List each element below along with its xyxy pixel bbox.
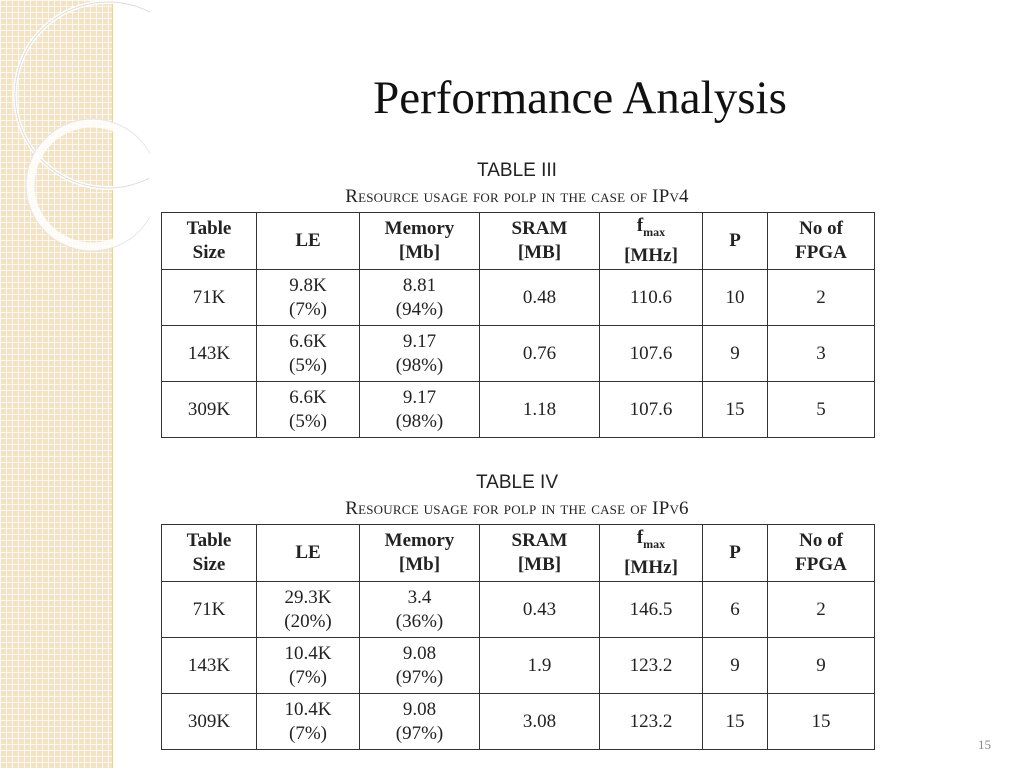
- cell-fmax: 110.6: [600, 270, 703, 326]
- table3-header-size: Table Size: [162, 213, 257, 270]
- cell-fmax: 107.6: [600, 382, 703, 438]
- table4-header-p: P: [703, 525, 768, 582]
- table4-header-size: Table Size: [162, 525, 257, 582]
- table3-header-fpga: No of FPGA: [768, 213, 875, 270]
- cell-size: 143K: [162, 638, 257, 694]
- cell-sram: 1.18: [480, 382, 600, 438]
- cell-size: 71K: [162, 270, 257, 326]
- cell-fmax: 123.2: [600, 638, 703, 694]
- cell-fpga: 5: [768, 382, 875, 438]
- table-row: [162, 582, 875, 638]
- cell-memory: 3.4 (36%): [360, 582, 480, 638]
- cell-p: 9: [703, 638, 768, 694]
- table3-header-row: [162, 213, 875, 270]
- cell-size: 71K: [162, 582, 257, 638]
- table4-caption-number: TABLE IV: [475, 472, 558, 493]
- cell-memory: 9.08 (97%): [360, 638, 480, 694]
- cell-le: 6.6K (5%): [257, 326, 360, 382]
- table4: [161, 524, 875, 750]
- cell-sram: 0.48: [480, 270, 600, 326]
- table3-header-memory: Memory [Mb]: [360, 213, 480, 270]
- table4-header-memory: Memory [Mb]: [360, 525, 480, 582]
- cell-sram: 0.43: [480, 582, 600, 638]
- table3: [161, 212, 875, 438]
- cell-memory: 9.17 (98%): [360, 326, 480, 382]
- cell-le: 9.8K (7%): [257, 270, 360, 326]
- cell-le: 6.6K (5%): [257, 382, 360, 438]
- cell-le: 10.4K (7%): [257, 694, 360, 750]
- cell-p: 15: [703, 694, 768, 750]
- table4-header-sram: SRAM [MB]: [480, 525, 600, 582]
- table3-header-p: P: [703, 213, 768, 270]
- table4-header-fmax: $f_{max}$ [MHz]: [600, 525, 703, 582]
- table-row: [162, 694, 875, 750]
- cell-size: 309K: [162, 382, 257, 438]
- cell-size: 309K: [162, 694, 257, 750]
- decorative-circles: [0, 0, 150, 280]
- cell-le: 29.3K (20%): [257, 582, 360, 638]
- cell-p: 15: [703, 382, 768, 438]
- page-number: 15: [978, 737, 991, 752]
- cell-p: 10: [703, 270, 768, 326]
- cell-size: 143K: [162, 326, 257, 382]
- cell-memory: 9.08 (97%): [360, 694, 480, 750]
- table4-header-le: LE: [257, 525, 360, 582]
- cell-fmax: 107.6: [600, 326, 703, 382]
- cell-sram: 1.9: [480, 638, 600, 694]
- table4-header-fpga: No of FPGA: [768, 525, 875, 582]
- table-row: [162, 382, 875, 438]
- cell-sram: 0.76: [480, 326, 600, 382]
- cell-fpga: 15: [768, 694, 875, 750]
- table3-caption-number: TABLE III: [477, 160, 557, 181]
- table4-header-row: [162, 525, 875, 582]
- cell-p: 9: [703, 326, 768, 382]
- table-row: [162, 638, 875, 694]
- cell-memory: 9.17 (98%): [360, 382, 480, 438]
- cell-fpga: 2: [768, 270, 875, 326]
- cell-fpga: 3: [768, 326, 875, 382]
- table3-header-sram: SRAM [MB]: [480, 213, 600, 270]
- cell-memory: 8.81 (94%): [360, 270, 480, 326]
- table-row: [162, 326, 875, 382]
- cell-p: 6: [703, 582, 768, 638]
- cell-fpga: 9: [768, 638, 875, 694]
- cell-fmax: 123.2: [600, 694, 703, 750]
- table4-caption-title: Resource usage for polp in the case of IPv6: [345, 498, 689, 519]
- table-row: [162, 270, 875, 326]
- cell-sram: 3.08: [480, 694, 600, 750]
- cell-le: 10.4K (7%): [257, 638, 360, 694]
- slide-title: Performance Analysis: [373, 72, 787, 124]
- cell-fpga: 2: [768, 582, 875, 638]
- table3-caption-title: Resource usage for polp in the case of IPv4: [345, 186, 689, 207]
- table3-header-le: LE: [257, 213, 360, 270]
- table3-header-fmax: $f_{max}$ [MHz]: [600, 213, 703, 270]
- cell-fmax: 146.5: [600, 582, 703, 638]
